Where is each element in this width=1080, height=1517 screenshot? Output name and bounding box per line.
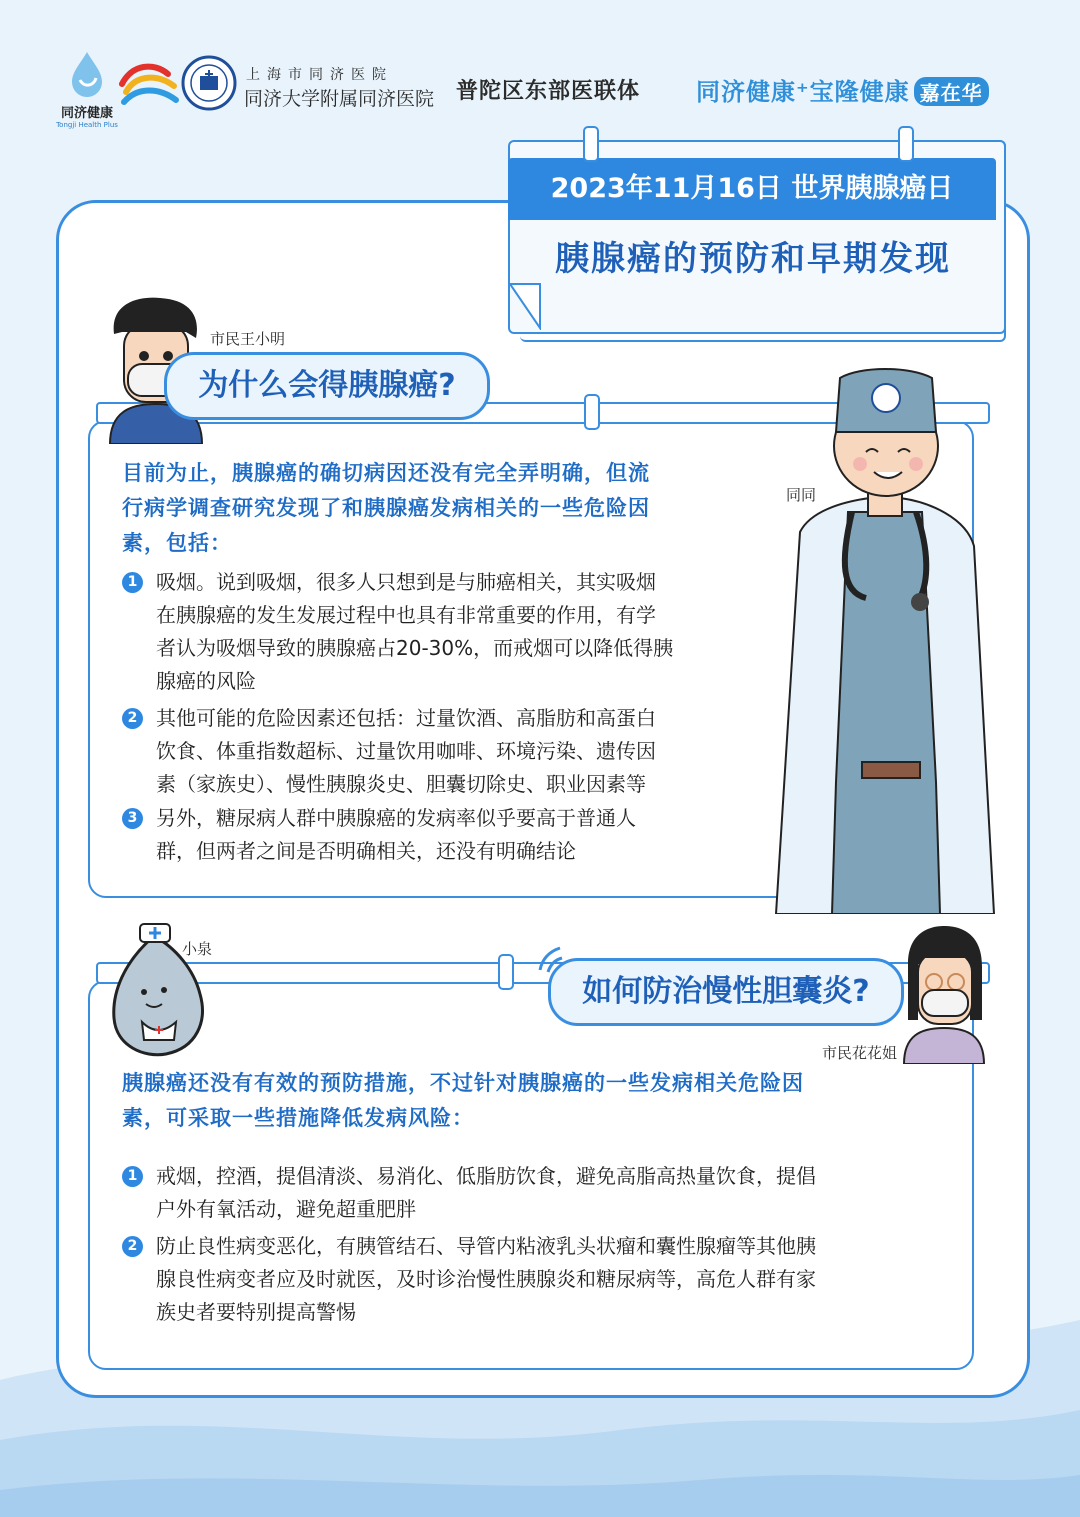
alliance-name: 普陀区东部医联体 <box>456 78 641 104</box>
section1-item-3 <box>127 802 776 868</box>
section2-intro-line: 素，可采取一些措施降低发病风险： <box>122 1106 474 1130</box>
section2-question-bubble <box>548 958 904 1026</box>
section2-pin-right <box>498 954 514 990</box>
tongji-logo-cn: 同济健康 <box>60 106 113 121</box>
section1-intro <box>122 456 782 561</box>
section1-item-1 <box>127 566 776 698</box>
citizen-girl-avatar <box>898 924 990 1064</box>
tongji-logo-en: Tongji Health Plus <box>56 121 118 129</box>
mascot-name: 小泉 <box>182 940 213 958</box>
number-badge: 2 <box>122 708 143 729</box>
item-line: 饮食、体重指数超标、过量饮用咖啡、环境污染、遗传因 <box>156 739 656 763</box>
item-line: 防止良性病变恶化，有胰管结石、导管内粘液乳头状瘤和囊性腺瘤等其他胰 <box>156 1234 816 1258</box>
title-pin-right <box>898 126 914 162</box>
item-line: 另外，糖尿病人群中胰腺癌的发病率似乎要高于普通人 <box>156 806 636 830</box>
section1-item-2 <box>127 702 776 801</box>
rainbow-logo-icon <box>118 58 180 110</box>
hospital-emblem-icon <box>180 54 238 112</box>
section2-question: 如何防治慢性胆囊炎? <box>582 974 870 1009</box>
section1-intro-line: 目前为止，胰腺癌的确切病因还没有完全弄明确，但流 <box>122 461 650 485</box>
item-line: 群，但两者之间是否明确相关，还没有明确结论 <box>156 839 576 863</box>
citizen1-name: 市民王小明 <box>210 330 286 348</box>
citizen2-name: 市民花花姐 <box>822 1044 898 1062</box>
section2-item-2 <box>127 1230 956 1329</box>
section1-pin-left <box>584 394 600 430</box>
title-date-bar: 2023年11月16日 世界胰腺癌日 <box>508 158 996 220</box>
section1-question-bubble <box>164 352 490 420</box>
item-line: 在胰腺癌的发生发展过程中也具有非常重要的作用，有学 <box>156 603 656 627</box>
tongji-health-logo <box>52 50 122 129</box>
item-line: 腺癌的风险 <box>156 669 256 693</box>
section2-item-1 <box>127 1160 956 1226</box>
item-line: 其他可能的危险因素还包括：过量饮酒、高脂肪和高蛋白 <box>156 706 656 730</box>
doctor-illustration <box>770 362 996 914</box>
item-line: 户外有氧活动，避免超重肥胖 <box>156 1197 416 1221</box>
water-drop-icon <box>52 50 122 98</box>
slogan <box>696 72 989 107</box>
section1-intro-line: 行病学调查研究发现了和胰腺癌发病相关的一些危险因 <box>122 496 650 520</box>
section2-intro-line: 胰腺癌还没有有效的预防措施，不过针对胰腺癌的一些发病相关危险因 <box>122 1071 804 1095</box>
doctor-name: 同同 <box>786 486 817 504</box>
item-line: 戒烟，控酒，提倡清淡、易消化、低脂肪饮食，避免高脂高热量饮食，提倡 <box>156 1164 816 1188</box>
hospital-name-line1: 上海市同济医院 <box>246 67 393 83</box>
section2-intro <box>122 1066 952 1136</box>
number-badge: 1 <box>122 572 143 593</box>
hospital-name-line2: 同济大学附属同济医院 <box>244 88 435 110</box>
page-fold-icon <box>508 282 542 330</box>
page-title: 胰腺癌的预防和早期发现 <box>555 239 951 279</box>
number-badge: 2 <box>122 1236 143 1257</box>
item-line: 族史者要特别提高警惕 <box>156 1300 356 1324</box>
slogan-text: 同济健康⁺宝隆健康 <box>696 78 910 106</box>
section1-intro-line: 素，包括： <box>122 531 232 555</box>
number-badge: 1 <box>122 1166 143 1187</box>
section1-question: 为什么会得胰腺癌? <box>198 368 456 403</box>
item-line: 素（家族史）、慢性胰腺炎史、胆囊切除史、职业因素等 <box>156 772 646 796</box>
item-line: 腺良性病变者应及时就医，及时诊治慢性胰腺炎和糖尿病等，高危人群有家 <box>156 1267 816 1291</box>
number-badge: 3 <box>122 808 143 829</box>
item-line: 吸烟。说到吸烟，很多人只想到是与肺癌相关，其实吸烟 <box>156 570 656 594</box>
item-line: 者认为吸烟导致的胰腺癌占20-30%，而戒烟可以降低得胰 <box>156 636 674 660</box>
slogan-badge: 嘉在华 <box>914 77 989 106</box>
sparkle-lines-icon <box>536 944 564 974</box>
title-pin-left <box>583 126 599 162</box>
